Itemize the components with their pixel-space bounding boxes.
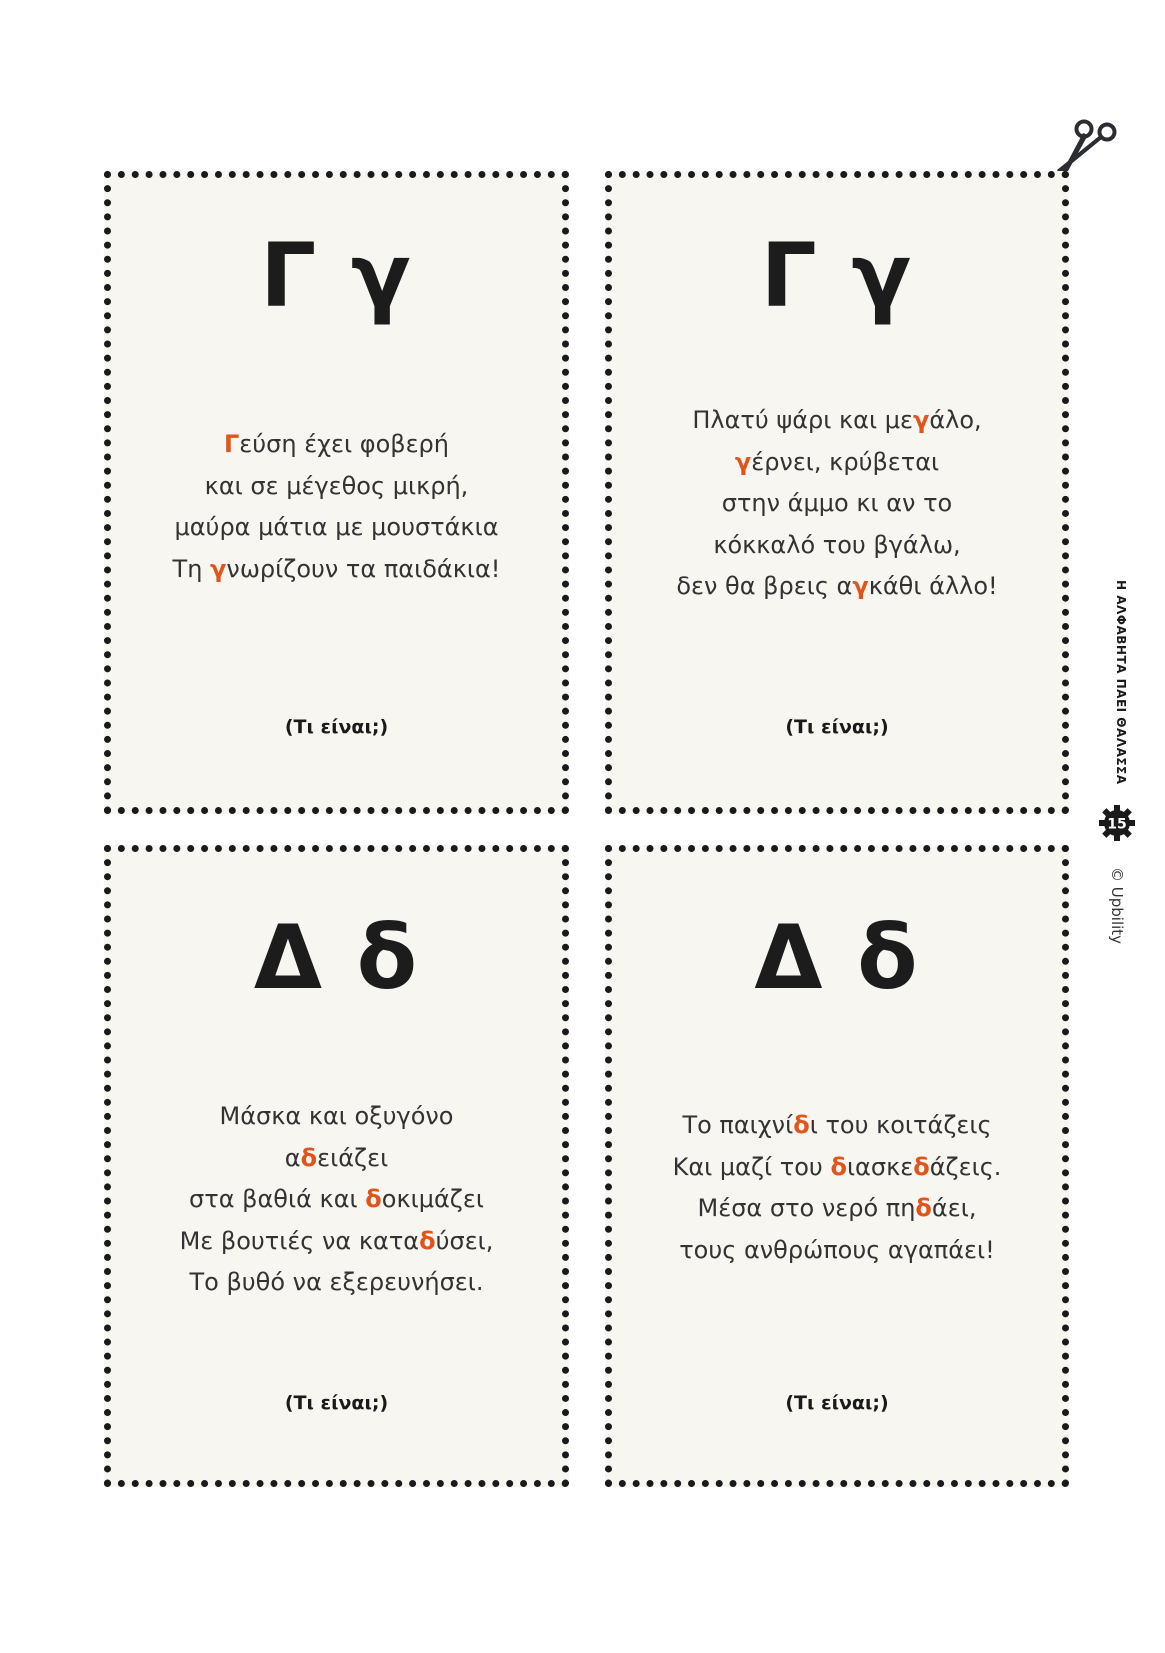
copyright-text: © Upbility <box>1108 867 1126 945</box>
poem-text: ειάζει <box>317 1143 389 1172</box>
poem-text: νωρίζουν τα παιδάκια! <box>226 554 501 583</box>
highlighted-letter: δ <box>793 1111 810 1139</box>
poem-text: έρνει, κρύβεται <box>751 447 940 476</box>
poem-text: τους ανθρώπους αγαπάει! <box>679 1235 995 1264</box>
highlighted-letter: δ <box>419 1226 436 1255</box>
highlighted-letter: γ <box>734 447 752 476</box>
highlighted-letter: δ <box>300 1143 318 1172</box>
poem-line <box>612 1230 1062 1272</box>
flashcard-delta-1 <box>104 845 569 1487</box>
gear-badge-icon <box>1098 804 1136 842</box>
poem-line <box>612 442 1062 484</box>
card-letters: Γ γ <box>760 224 914 327</box>
poem-line <box>612 1147 1062 1189</box>
poem-line <box>111 1221 562 1263</box>
page-number: 15 <box>1107 816 1127 833</box>
poem-text: Το παιχνί <box>682 1111 794 1139</box>
poem-line <box>111 424 562 466</box>
poem-line <box>111 1096 562 1138</box>
flashcard-gamma-2 <box>605 171 1069 814</box>
poem-line <box>111 1262 562 1304</box>
poem-line <box>612 566 1062 608</box>
card-question: (Τι είναι;) <box>284 716 389 738</box>
poem-line <box>612 1188 1062 1230</box>
highlighted-letter: Γ <box>223 430 240 458</box>
poem-text: άζεις. <box>929 1152 1002 1181</box>
poem-text: οκιμάζει <box>381 1185 484 1213</box>
poem-text: α <box>284 1143 301 1172</box>
flashcard-delta-2 <box>605 845 1069 1487</box>
poem-line <box>612 525 1062 567</box>
card-poem <box>111 1096 562 1304</box>
card-letters: Δ δ <box>754 906 920 1009</box>
poem-text: άλο, <box>929 406 982 434</box>
poem-text: ιασκε <box>846 1152 914 1181</box>
poem-text: κάθι άλλο! <box>868 572 998 600</box>
poem-line <box>612 483 1062 525</box>
poem-text: Πλατύ ψάρι και με <box>692 406 913 434</box>
card-poem <box>612 1105 1062 1271</box>
card-poem <box>111 424 562 590</box>
poem-text: άει, <box>931 1194 977 1222</box>
poem-line <box>111 1138 562 1180</box>
poem-line <box>111 507 562 549</box>
poem-line <box>111 466 562 508</box>
highlighted-letter: δ <box>365 1185 382 1213</box>
card-letters: Δ δ <box>253 906 420 1009</box>
card-question: (Τι είναι;) <box>785 1392 889 1414</box>
poem-text: Και μαζί του <box>672 1152 831 1181</box>
poem-text: μαύρα μάτια με μουστάκια <box>174 513 499 541</box>
highlighted-letter: γ <box>852 572 869 600</box>
poem-text: Τη <box>172 554 211 583</box>
poem-text: ύσει, <box>435 1226 494 1255</box>
poem-line <box>612 400 1062 442</box>
card-question: (Τι είναι;) <box>785 716 889 738</box>
highlighted-letter: δ <box>913 1152 930 1181</box>
poem-text: στην άμμο κι αν το <box>721 489 953 517</box>
flashcard-gamma-1 <box>104 171 569 814</box>
poem-line <box>612 1105 1062 1147</box>
highlighted-letter: γ <box>912 406 930 434</box>
card-question: (Τι είναι;) <box>284 1392 389 1414</box>
card-poem <box>612 400 1062 608</box>
highlighted-letter: δ <box>915 1194 932 1222</box>
poem-text: Το βυθό να εξερευνήσει. <box>189 1268 484 1296</box>
poem-text: Με βουτιές να κατα <box>179 1226 420 1255</box>
poem-text: εύση έχει φοβερή <box>239 430 449 458</box>
poem-line <box>111 1179 562 1221</box>
poem-text: κόκκαλό του βγάλω, <box>713 530 961 559</box>
highlighted-letter: δ <box>830 1152 847 1181</box>
poem-line <box>111 549 562 591</box>
poem-text: Μέσα στο νερό πη <box>697 1194 916 1222</box>
poem-text: στα βαθιά και <box>189 1185 366 1213</box>
poem-text: δεν θα βρεις α <box>676 572 853 600</box>
card-letters: Γ γ <box>260 224 413 327</box>
poem-text: Μάσκα και οξυγόνο <box>219 1102 454 1130</box>
poem-text: και σε μέγεθος μικρή, <box>204 471 469 500</box>
poem-text: ι του κοιτάζεις <box>809 1111 992 1139</box>
highlighted-letter: γ <box>210 554 227 583</box>
book-title: Η ΑΛΦΑΒΗΤΑ ΠΑΕΙ ΘΑΛΑΣΣΑ <box>1114 580 1128 785</box>
